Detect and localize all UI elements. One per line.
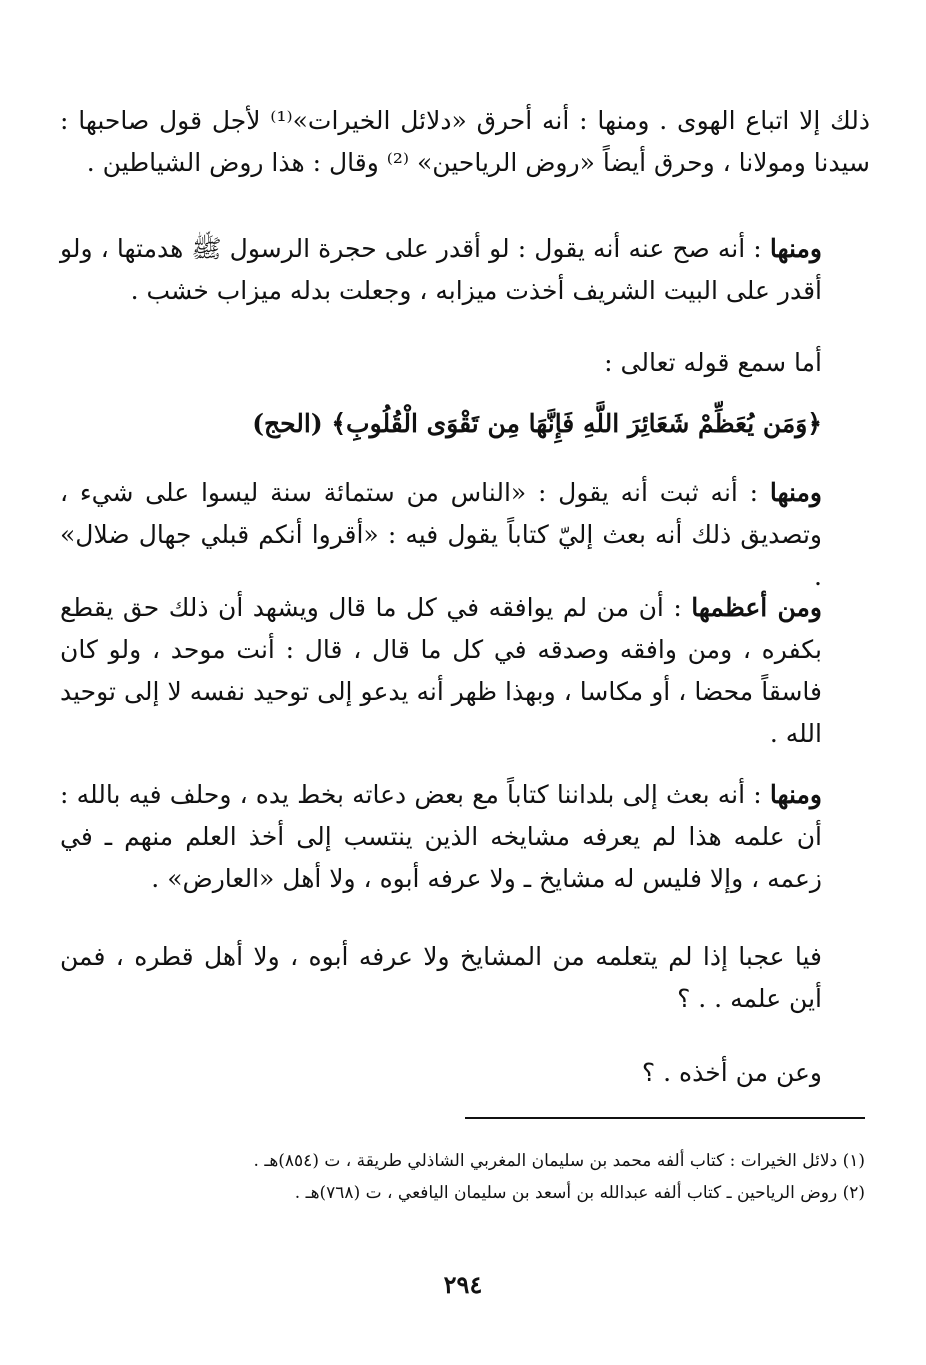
- paragraph-9: وعن من أخذه . ؟: [641, 1058, 822, 1087]
- paragraph-6-text: : أن من لم يوافقه في كل ما قال ويشهد أن ذلك حق يقطع بكفره ، ومن وافقه وصدقه في كل ما قال ، قال : أنت موحد ، ولو كان فاسقاً محضا ، أو مكاسا ، وبهذا ظهر أنه يدعو إلى توحيد نفسه لا إلى توحيد الله .: [60, 593, 822, 748]
- footnotes: [150, 1145, 865, 1209]
- paragraph-5: [60, 472, 870, 598]
- footnote-divider: [465, 1117, 865, 1119]
- page-number: ٢٩٤: [443, 1270, 483, 1299]
- paragraph-2-text: : أنه صح عنه أنه يقول : لو أقدر على حجرة الرسول ﷺ هدمتها ، ولو أقدر على البيت الشريف أخذت ميزابه ، وجعلت بدله ميزاب خشب .: [60, 234, 822, 305]
- footnote-1: (١) دلائل الخيرات : كتاب ألفه محمد بن سليمان المغربي الشاذلي طريقة ، ت (٨٥٤)هـ .: [253, 1151, 865, 1171]
- paragraph-2: [60, 228, 870, 312]
- paragraph-3: أما سمع قوله تعالى :: [604, 348, 822, 377]
- paragraph-7-text: : أنه بعث إلى بلداننا كتاباً مع بعض دعاته بخط يده ، وحلف فيه بالله : أن علمه هذا لم يعرفه مشايخه الذين ينتسب إلى أخذ العلم منهم ـ في زعمه ، وإلا فليس له مشايخ ـ ولا عرفه أبوه ، ولا أهل «العارض» .: [60, 780, 822, 893]
- paragraph-8: فيا عجبا إذا لم يتعلمه من المشايخ ولا عرفه أبوه ، ولا أهل قطره ، فمن أين علمه . . ؟: [60, 942, 822, 1013]
- paragraph-2-lead: ومنها: [769, 234, 822, 263]
- paragraph-5-text: : أنه ثبت أنه يقول : «الناس من ستمائة سنة ليسوا على شيء ، وتصديق ذلك أنه بعث إليّ كتاباً يقول فيه : «أقروا أنكم قبلي جهال ضلال» .: [60, 478, 822, 591]
- paragraph-5-lead: ومنها: [769, 478, 822, 507]
- quran-verse: ﴿وَمَن يُعَظِّمْ شَعَائِرَ اللَّهِ فَإِنَّهَا مِن تَقْوَى الْقُلُوبِ﴾ (الحج): [252, 409, 822, 438]
- paragraph-7-lead: ومنها: [769, 780, 822, 809]
- footnote-2: (٢) روض الرياحين ـ كتاب ألفه عبدالله بن أسعد بن سليمان اليافعي ، ت (٧٦٨)هـ .: [294, 1183, 865, 1203]
- paragraph-7: [60, 774, 870, 900]
- paragraph-1: ذلك إلا اتباع الهوى . ومنها : أنه أحرق «دلائل الخيرات»⁽¹⁾ لأجل قول صاحبها : سيدنا ومولانا ، وحرق أيضاً «روض الرياحين» ⁽²⁾ وقال : هذا روض الشياطين .: [60, 106, 870, 177]
- paragraph-6: [60, 587, 870, 755]
- paragraph-6-lead: ومن أعظمها: [691, 593, 822, 622]
